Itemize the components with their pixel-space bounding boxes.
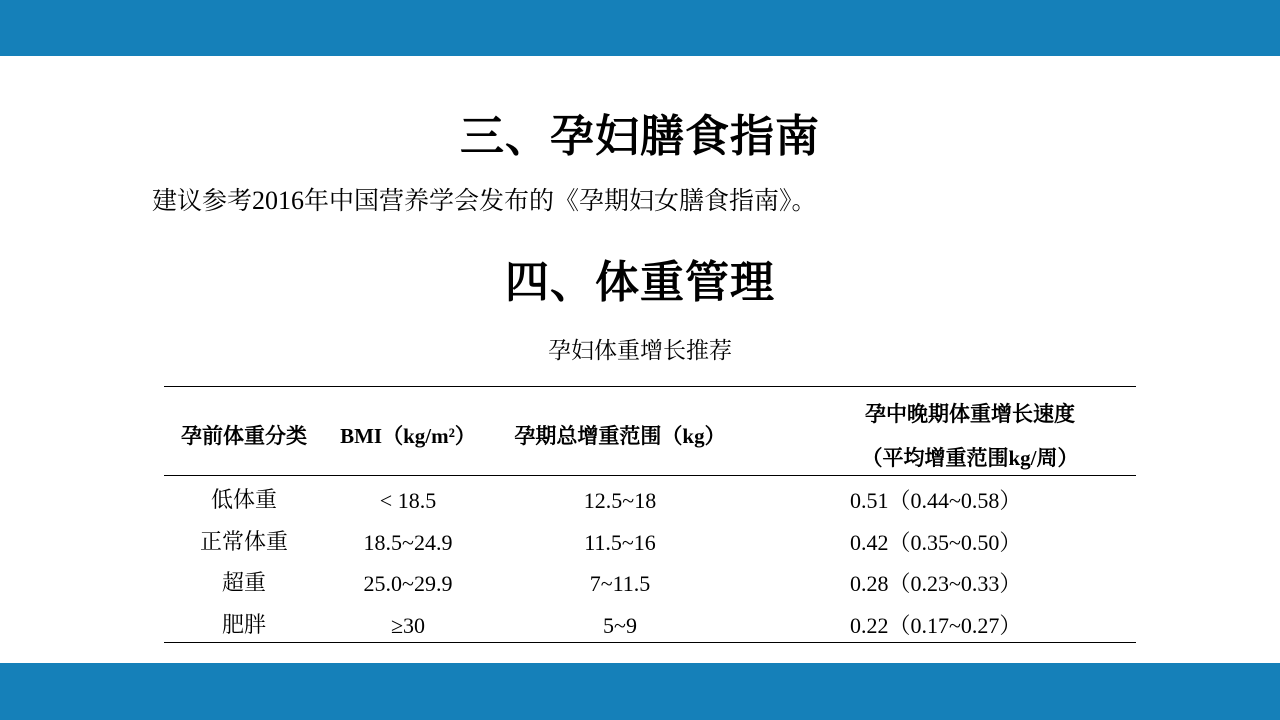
cell-rate-mean: 0.51 xyxy=(850,488,889,513)
header-total-gain xyxy=(490,422,750,450)
cell-category: 超重 xyxy=(221,571,266,596)
cell-bmi: 25.0~29.9 xyxy=(363,571,453,596)
header-total-gain-unit: kg xyxy=(682,424,705,448)
table-bottom-rule xyxy=(164,642,1136,643)
header-rate-line2-unit: kg/ xyxy=(1008,446,1037,470)
header-bmi: BMI（kg/m²） xyxy=(340,424,476,448)
cell-total-gain: 11.5~16 xyxy=(584,530,656,555)
cell-rate xyxy=(850,529,1110,558)
cell-category: 正常体重 xyxy=(199,530,288,555)
section-title-weight-management: 四、体重管理 xyxy=(505,257,775,308)
cell-rate xyxy=(850,570,1110,599)
header-prepregnancy-category: 孕前体重分类 xyxy=(181,424,307,448)
intro-text-part-2: 年中国营养学会发布的《孕期妇女膳食指南》。 xyxy=(304,186,817,215)
table-top-rule xyxy=(164,386,1136,387)
table-header-rule xyxy=(164,475,1136,476)
cell-category: 肥胖 xyxy=(221,613,266,638)
cell-bmi: ≥30 xyxy=(390,613,426,638)
top-accent-bar xyxy=(0,0,1280,56)
header-rate-line2-close: 周） xyxy=(1036,446,1079,470)
diet-guide-intro-text xyxy=(152,184,817,218)
cell-category: 低体重 xyxy=(210,488,277,513)
cell-rate-mean: 0.42 xyxy=(850,530,889,555)
cell-bmi: < 18.5 xyxy=(379,488,437,513)
cell-rate-range: （0.23~0.33） xyxy=(888,571,1022,596)
header-rate-line2-label: （平均增重范围 xyxy=(861,446,1009,470)
header-rate-line2 xyxy=(800,444,1140,472)
table-caption: 孕妇体重增长推荐 xyxy=(548,338,732,364)
intro-text-part-1: 建议参考 xyxy=(152,186,253,215)
cell-bmi: 18.5~24.9 xyxy=(363,530,453,555)
cell-total-gain: 12.5~18 xyxy=(583,488,657,513)
cell-rate xyxy=(850,612,1110,641)
cell-rate xyxy=(850,487,1110,516)
intro-year: 2016 xyxy=(252,186,305,215)
cell-total-gain: 7~11.5 xyxy=(589,571,651,596)
cell-rate-range: （0.44~0.58） xyxy=(888,488,1022,513)
section-title-diet-guide: 三、孕妇膳食指南 xyxy=(460,111,820,162)
header-total-gain-label: 孕期总增重范围（ xyxy=(514,424,683,448)
cell-rate-range: （0.35~0.50） xyxy=(888,530,1022,555)
cell-rate-range: （0.17~0.27） xyxy=(888,613,1022,638)
cell-rate-mean: 0.22 xyxy=(850,613,889,638)
header-rate-line1: 孕中晚期体重增长速度 xyxy=(865,402,1075,426)
header-total-gain-close: ） xyxy=(704,424,726,448)
bottom-accent-bar xyxy=(0,663,1280,720)
cell-total-gain: 5~9 xyxy=(603,613,637,638)
cell-rate-mean: 0.28 xyxy=(850,571,889,596)
